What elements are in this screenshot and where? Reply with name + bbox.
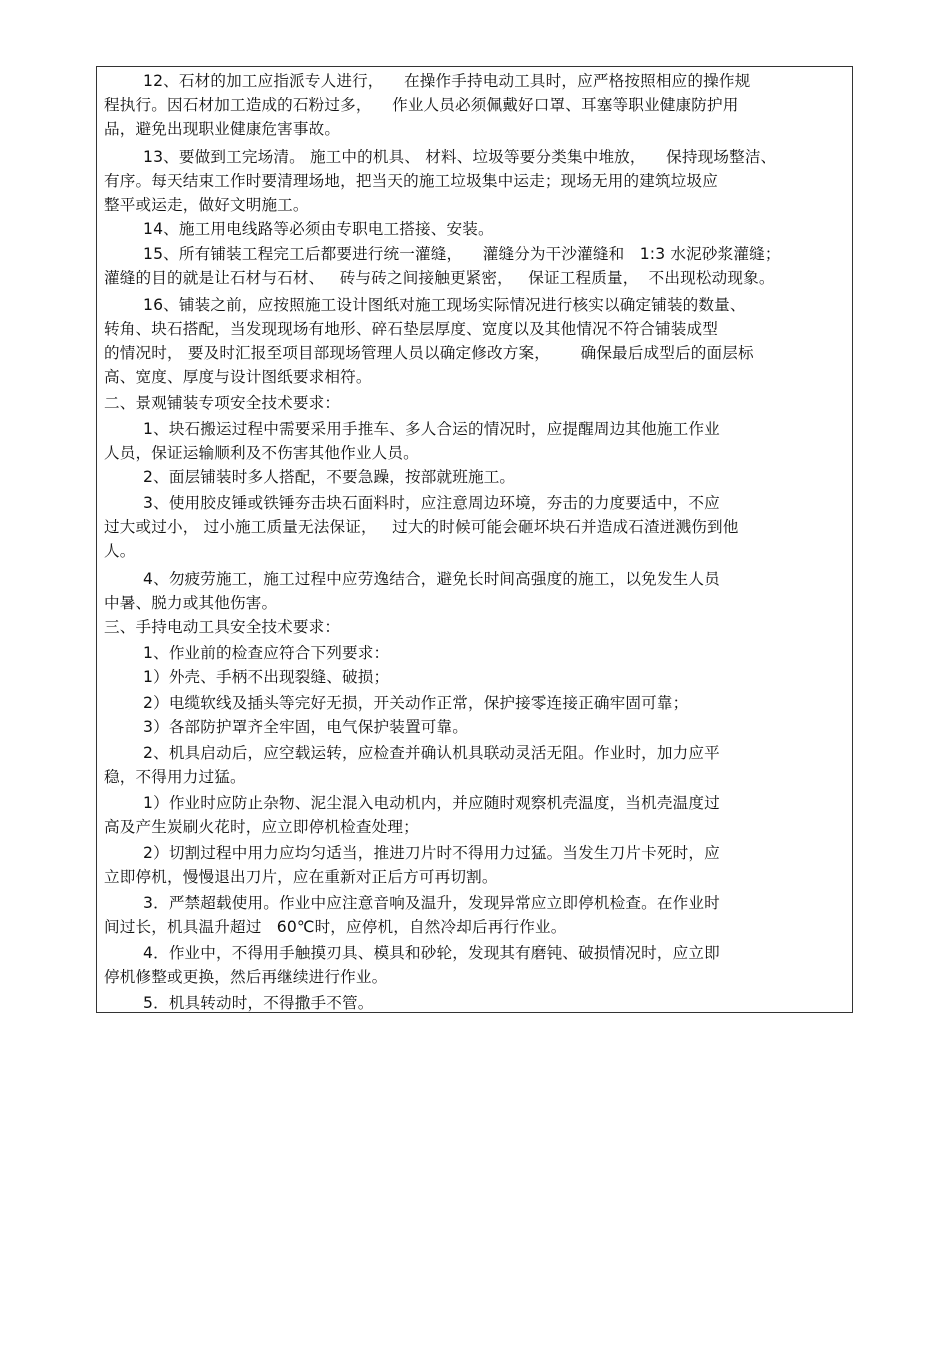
- paragraph-line: 14、施工用电线路等必须由专职电工搭接、安装。: [143, 220, 494, 238]
- paragraph-line: 间过长，机具温升超过 60℃时，应停机，自然冷却后再行作业。: [104, 918, 567, 936]
- paragraph-line: 停机修整或更换，然后再继续进行作业。: [104, 968, 388, 986]
- paragraph-line: 立即停机，慢慢退出刀片，应在重新对正后方可再切割。: [104, 868, 498, 886]
- paragraph-line: 过大或过小， 过小施工质量无法保证， 过大的时候可能会砸坏块石并造成石渣迸溅伤到他: [104, 518, 739, 536]
- paragraph-line: 5．机具转动时，不得撒手不管。: [143, 994, 374, 1012]
- paragraph-line: 2）切割过程中用力应均匀适当，推进刀片时不得用力过猛。当发生刀片卡死时，应: [143, 844, 720, 862]
- paragraph-line: 12、石材的加工应指派专人进行， 在操作手持电动工具时，应严格按照相应的操作规: [143, 72, 751, 90]
- paragraph-line: 有序。每天结束工作时要清理场地，把当天的施工垃圾集中运走；现场无用的建筑垃圾应: [104, 172, 719, 190]
- paragraph-line: 人员，保证运输顺利及不伤害其他作业人员。: [104, 444, 419, 462]
- paragraph-line: 1）外壳、手柄不出现裂缝、破损；: [143, 668, 390, 686]
- paragraph-line: 整平或运走，做好文明施工。: [104, 196, 309, 214]
- paragraph-line: 中暑、脱力或其他伤害。: [104, 594, 278, 612]
- paragraph-line: 高、宽度、厚度与设计图纸要求相符。: [104, 368, 372, 386]
- paragraph-line: 4．作业中，不得用手触摸刃具、模具和砂轮，发现其有磨钝、破损情况时，应立即: [143, 944, 720, 962]
- paragraph-line: 16、铺装之前，应按照施工设计图纸对施工现场实际情况进行核实以确定铺装的数量、: [143, 296, 746, 314]
- paragraph-line: 程执行。因石材加工造成的石粉过多， 作业人员必须佩戴好口罩、耳塞等职业健康防护用: [104, 96, 739, 114]
- paragraph-line: 1、作业前的检查应符合下列要求：: [143, 644, 390, 662]
- paragraph-line: 高及产生炭刷火花时，应立即停机检查处理；: [104, 818, 419, 836]
- paragraph-line: 2）电缆软线及插头等完好无损，开关动作正常，保护接零连接正确牢固可靠；: [143, 694, 689, 712]
- paragraph-line: 人。: [104, 542, 136, 560]
- paragraph-line: 的情况时， 要及时汇报至项目部现场管理人员以确定修改方案， 确保最后成型后的面层标: [104, 344, 754, 362]
- paragraph-line: 转角、块石搭配，当发现现场有地形、碎石垫层厚度、宽度以及其他情况不符合铺装成型: [104, 320, 719, 338]
- paragraph-line: 15、所有铺装工程完工后都要进行统一灌缝， 灌缝分为干沙灌缝和 1:3 水泥砂浆灌缝；: [143, 245, 781, 263]
- paragraph-line: 稳，不得用力过猛。: [104, 768, 246, 786]
- paragraph-line: 2、机具启动后，应空载运转，应检查并确认机具联动灵活无阻。作业时，加力应平: [143, 744, 720, 762]
- section-heading: 二、景观铺装专项安全技术要求：: [104, 394, 341, 412]
- paragraph-line: 1）作业时应防止杂物、泥尘混入电动机内，并应随时观察机壳温度，当机壳温度过: [143, 794, 720, 812]
- paragraph-line: 灌缝的目的就是让石材与石材、 砖与砖之间接触更紧密， 保证工程质量， 不出现松动现象。: [104, 269, 775, 287]
- paragraph-line: 3、使用胶皮锤或铁锤夯击块石面料时，应注意周边环境，夯击的力度要适中，不应: [143, 494, 720, 512]
- paragraph-line: 1、块石搬运过程中需要采用手推车、多人合运的情况时，应提醒周边其他施工作业: [143, 420, 720, 438]
- section-heading: 三、手持电动工具安全技术要求：: [104, 618, 341, 636]
- paragraph-line: 2、面层铺装时多人搭配，不要急躁，按部就班施工。: [143, 468, 516, 486]
- paragraph-line: 4、勿疲劳施工，施工过程中应劳逸结合，避免长时间高强度的施工，以免发生人员: [143, 570, 720, 588]
- paragraph-line: 3．严禁超载使用。作业中应注意音响及温升，发现异常应立即停机检查。在作业时: [143, 894, 720, 912]
- paragraph-line: 品，避免出现职业健康危害事故。: [104, 120, 341, 138]
- paragraph-line: 3）各部防护罩齐全牢固，电气保护装置可靠。: [143, 718, 468, 736]
- paragraph-line: 13、要做到工完场清。 施工中的机具、 材料、垃圾等要分类集中堆放， 保持现场整洁、: [143, 148, 777, 166]
